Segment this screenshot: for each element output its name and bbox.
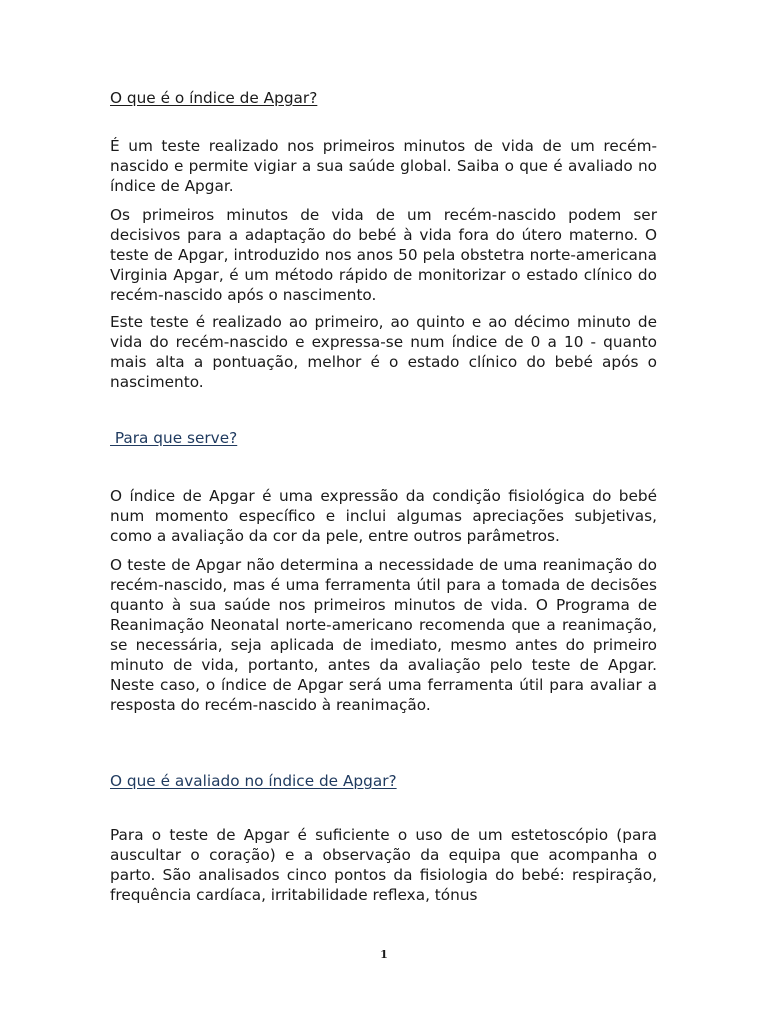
section-heading-what-is-evaluated: O que é avaliado no índice de Apgar? — [110, 772, 397, 790]
section-heading-what-is-apgar: O que é o índice de Apgar? — [110, 89, 318, 107]
paragraph-evaluation-points: Para o teste de Apgar é suficiente o uso de um estetoscópio (para auscultar o coração) e a observação da equipa que acompanha o parto. São analisados cinco pontos da fisiologia do bebé: respiração, frequência cardíaca, irritabilidade reflexa, tónus — [110, 826, 657, 904]
section-heading-purpose: Para que serve? — [110, 429, 238, 447]
paragraph-first-minutes: Os primeiros minutos de vida de um recém-nascido podem ser decisivos para a adaptação do bebé à vida fora do útero materno. O teste de Apgar, introduzido nos anos 50 pela obstetra norte-americana Virginia Apgar, é um método rápido de monitorizar o estado clínico do recém-nascido após o nascimento. — [110, 206, 657, 304]
paragraph-reanimation: O teste de Apgar não determina a necessidade de uma reanimação do recém-nascido, mas é uma ferramenta útil para a tomada de decisões quanto à sua saúde nos primeiros minutos de vida. O Programa de Reanimação Neonatal norte-americano recomenda que a reanimação, se necessária, seja aplicada de imediato, mesmo antes do primeiro minuto de vida, portanto, antes da avaliação pelo teste de Apgar. Neste caso, o índice de Apgar será uma ferramenta útil para avaliar a resposta do recém-nascido à reanimação. — [110, 556, 657, 714]
paragraph-test-timing: Este teste é realizado ao primeiro, ao quinto e ao décimo minuto de vida do recém-nascido e expressa-se num índice de 0 a 10 - quanto mais alta a pontuação, melhor é o estado clínico do bebé após o nascimento. — [110, 313, 657, 391]
paragraph-physiological-condition: O índice de Apgar é uma expressão da condição fisiológica do bebé num momento específico e inclui algumas apreciações subjetivas, como a avaliação da cor da pele, entre outros parâmetros. — [110, 487, 657, 545]
paragraph-intro: É um teste realizado nos primeiros minutos de vida de um recém-nascido e permite vigiar a sua saúde global. Saiba o que é avaliado no índice de Apgar. — [110, 137, 657, 195]
page-number: 1 — [380, 948, 388, 961]
